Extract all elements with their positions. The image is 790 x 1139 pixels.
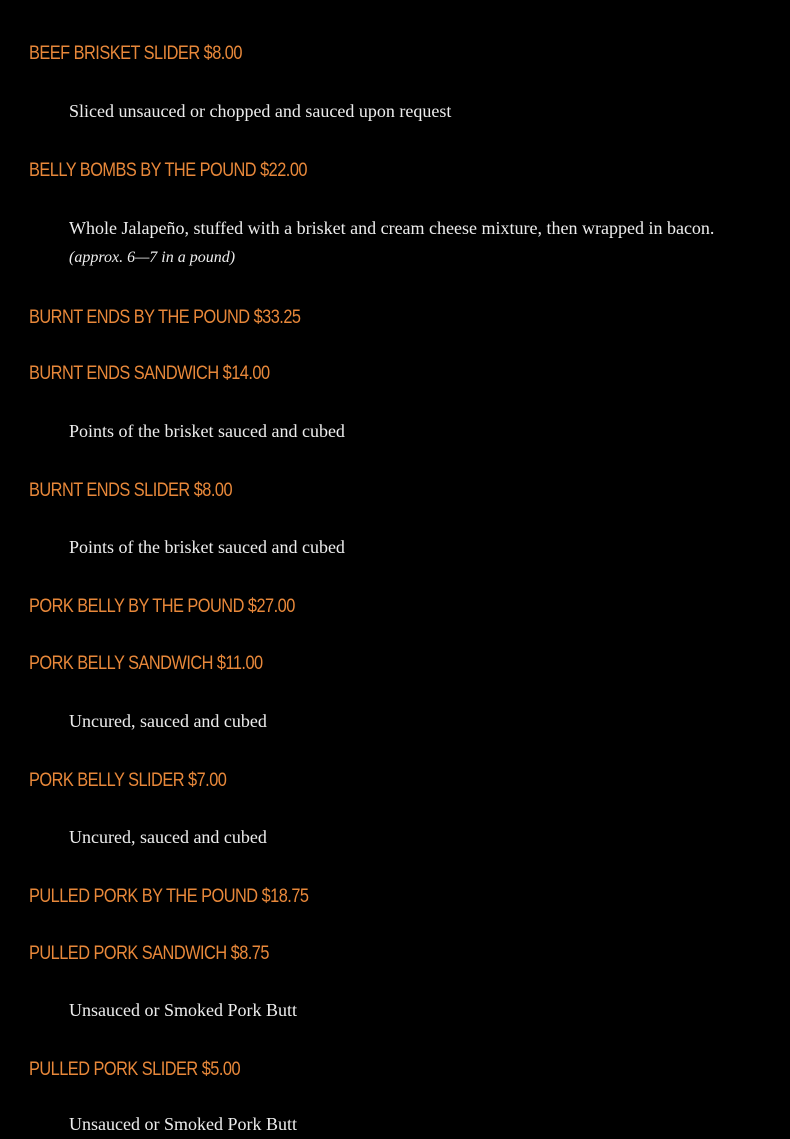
menu-item-title: PULLED PORK SLIDER $5.00	[29, 1059, 241, 1080]
menu-item-title: PULLED PORK BY THE POUND $18.75	[29, 886, 309, 907]
menu-item-description: Uncured, sauced and cubed	[69, 711, 267, 731]
menu-item-description	[69, 213, 714, 273]
menu-item-title: BEEF BRISKET SLIDER $8.00	[29, 43, 242, 64]
menu-item-description: Points of the brisket sauced and cubed	[69, 421, 345, 441]
menu-item-title: BURNT ENDS SLIDER $8.00	[29, 480, 233, 501]
menu-item-description: Uncured, sauced and cubed	[69, 827, 267, 847]
menu-item-description: Unsauced or Smoked Pork Butt	[69, 1000, 297, 1020]
menu-item-title: PULLED PORK SANDWICH $8.75	[29, 943, 269, 964]
menu-item-title: PORK BELLY SLIDER $7.00	[29, 770, 227, 791]
menu-item-description: Sliced unsauced or chopped and sauced upon request	[69, 101, 452, 121]
menu-item-title: BURNT ENDS BY THE POUND $33.25	[29, 307, 301, 328]
menu-item-note: (approx. 6—7 in a pound)	[69, 249, 236, 266]
menu-item-description: Unsauced or Smoked Pork Butt	[69, 1114, 297, 1134]
menu-item-description-text: Whole Jalapeño, stuffed with a brisket and cream cheese mixture, then wrapped in bacon.	[69, 218, 715, 238]
menu-item-title: PORK BELLY BY THE POUND $27.00	[29, 596, 295, 617]
menu-item-description: Points of the brisket sauced and cubed	[69, 537, 345, 557]
menu-item-title: BELLY BOMBS BY THE POUND $22.00	[29, 160, 307, 181]
menu-item-title: PORK BELLY SANDWICH $11.00	[29, 653, 263, 674]
menu-item-title: BURNT ENDS SANDWICH $14.00	[29, 363, 270, 384]
